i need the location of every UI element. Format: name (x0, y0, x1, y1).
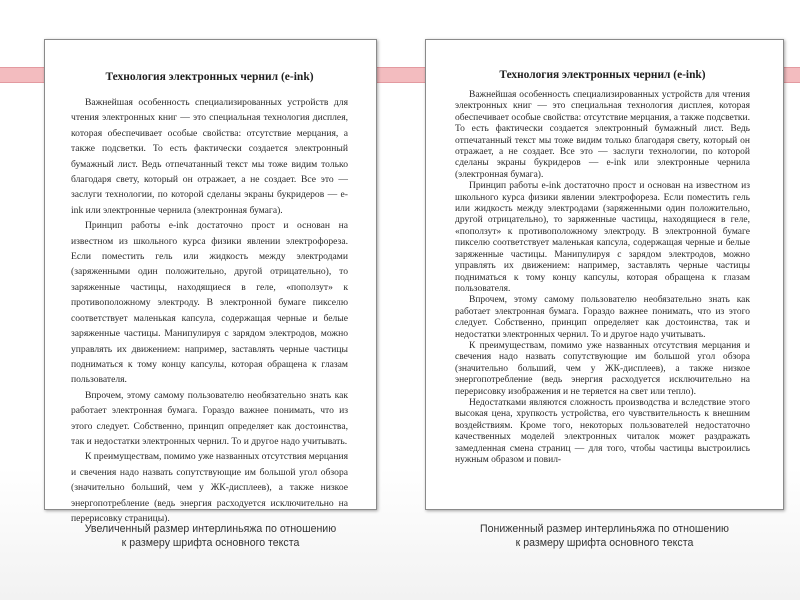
paragraph: Принцип работы e-ink достаточно прост и основан на известном из школьного курса физики явлении электрофореза. Если поместить гель или жидкость между электродами (заряженными один положительно, другой отрицательно), то заряженные частицы, находящиеся в геле, «поползут» к противоположному электроду. В электронной бумаге пикселю соответствует маленькая капсула, содержащая черные и белые заряженные частицы. Манипулируя с зарядом электродов, можно управлять их движением: например, заставлять черные частицы подниматься к тому концу капсулы, которая обращена к глазам пользователя. (455, 181, 750, 294)
document-page-large-leading (44, 39, 377, 524)
caption-small-leading (425, 522, 784, 550)
paragraph: К преимуществам, помимо уже названных отсутствия мерцания и свечения надо назвать сопутствующие им большой угол обзора (значительно больший, чем у ЖК-дисплеев), а также низкое энергопотребление (ведь энергия расходуется исключительно на перерисовку страницы). (71, 451, 348, 524)
caption-line: Увеличенный размер интерлиньяжа по отношению (84, 523, 337, 535)
caption-line: к размеру шрифта основного текста (121, 537, 300, 549)
document-page-small-leading (425, 39, 784, 510)
accent-band-left (0, 67, 44, 83)
page-title: Технология электронных чернил (e-ink) (105, 71, 314, 83)
page-title: Технология электронных чернил (e-ink) (499, 69, 706, 81)
paragraph: К преимуществам, помимо уже названных отсутствия мерцания и свечения надо назвать сопутствующие им большой угол обзора (значительно больший, чем у ЖК-дисплеев), а также низкое энергопотребление (ведь энергия расходуется исключительно на перерисовку изображения и не теряется на свет или тепло). (455, 340, 750, 397)
paragraph: Важнейшая особенность специализированных устройств для чтения электронных книг — это специальная технология дисплея, которая обеспечивает особые свойства: отсутствие мерцания, а также подсветки. То есть фактически создается электронный бумажный лист. Ведь отпечатанный текст мы тоже видим только благодаря свету, который он отражает, а не создает. Все это — заслуги технологии, по которой сделаны экраны букридеров — e-ink или электронные чернила (электронная бумага). (455, 90, 750, 180)
paragraph: Впрочем, этому самому пользователю необязательно знать как работает электронная бумага. Гораздо важнее понимать, что из этого следует. Собственно, принцип определяет как достоинства, так и недостатки электронных чернил. То и другое надо учитывать. (71, 389, 348, 447)
paragraph: Важнейшая особенность специализированных устройств для чтения электронных книг — это специальная технология дисплея, которая обеспечивает особые свойства: отсутствие мерцания, а также подсветки. То есть фактически создается электронный бумажный лист. Ведь отпечатанный текст мы тоже видим только благодаря свету, который он отражает, а не создает. Все это — заслуги технологии, по которой сделаны экраны букридеров — e-ink или электронные чернила (электронная бумага). (71, 97, 348, 216)
paragraph: Недостатками являются сложность производства и вследствие этого высокая цена, хрупкость устройства, его чувствительность к внешним воздействиям. Кроме того, некоторых пользователей недостаточно качественных моделей электронных читалок может раздражать замедленная смена страниц — для того, чтобы частицы выстроились нужным образом и повил- (455, 397, 750, 465)
accent-band-middle (377, 67, 425, 83)
caption-line: к размеру шрифта основного текста (515, 537, 694, 549)
caption-line: Пониженный размер интерлиньяжа по отношению (480, 523, 729, 535)
accent-band-right (784, 67, 800, 83)
caption-large-leading (44, 522, 377, 550)
paragraph: Впрочем, этому самому пользователю необязательно знать как работает электронная бумага. Гораздо важнее понимать, что из этого следует. Собственно, принцип определяет как достоинства, так и недостатки электронных чернил. То и другое надо учитывать. (455, 295, 750, 340)
paragraph: Принцип работы e-ink достаточно прост и основан на известном из школьного курса физики явлении электрофореза. Если поместить гель или жидкость между электродами (заряженными один положительно, другой отрицательно), то заряженные частицы, находящиеся в геле, «поползут» к противоположному электроду. В электронной бумаге пикселю соответствует маленькая капсула, содержащая черные и белые заряженные частицы. Манипулируя с зарядом электродов, можно управлять их движением: например, заставлять черные частицы подниматься к тому концу капсулы, которая обращена к глазам пользователя. (71, 220, 348, 386)
